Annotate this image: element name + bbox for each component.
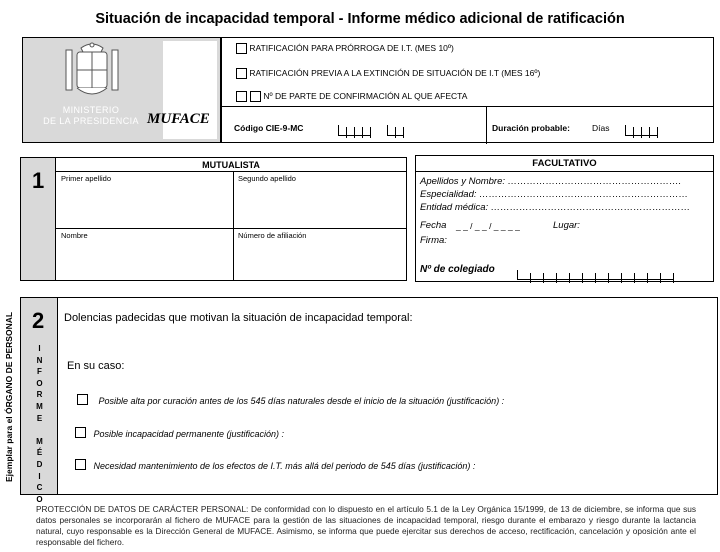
duration-label: Duración probable: xyxy=(492,123,570,133)
logo-panel xyxy=(22,37,221,143)
option-prorroga xyxy=(236,43,454,54)
ministry-name xyxy=(27,105,155,127)
option-mantenimiento-label: Necesidad mantenimiento de los efectos de I.T. más allá del periodo de 545 días (justificación) : xyxy=(93,461,476,471)
days-label: Días xyxy=(592,123,610,133)
option-incapacidad xyxy=(75,424,284,442)
header-options-box xyxy=(221,37,714,143)
side-copy-label: Ejemplar para el ÓRGANO DE PERSONAL xyxy=(4,311,14,482)
days-input[interactable] xyxy=(625,122,658,140)
lugar-field[interactable]: Lugar: xyxy=(553,220,580,231)
ministry-line-2: DE LA PRESIDENCIA xyxy=(43,116,139,126)
prorroga-checkbox[interactable] xyxy=(236,43,247,54)
apellidos-nombre-field[interactable]: Apellidos y Nombre: ………………………………………………. xyxy=(420,176,682,187)
parte-box-1[interactable] xyxy=(236,91,247,102)
fecha-field[interactable]: _ _ / _ _ / _ _ _ _ xyxy=(456,221,520,231)
v-letter: I xyxy=(38,471,41,481)
fecha-label: Fecha xyxy=(420,220,447,231)
colegiado-input[interactable] xyxy=(517,266,674,284)
mutualista-col-divider xyxy=(233,172,234,280)
privacy-notice: PROTECCIÓN DE DATOS DE CARÁCTER PERSONAL: De conformidad con lo dispuesto en el artículo 5.1 de la Ley Orgánica 15/1999, de 13 de diciembre, se informa que sus datos personales se incorporarán al fichero de MUFACE para la gestión de las situaciones de incapacidad temporal, riesgo durante el embarazo y riesgo durante la lactancia natural, cuyo responsable es la Dirección General de MUFACE. Asimismo, se informa que puede ejercitar sus derechos de acceso, rectificación, cancelación y oposición ante el responsable del fichero. xyxy=(36,504,696,547)
coat-of-arms-icon xyxy=(63,42,121,102)
v-letter: R xyxy=(36,390,43,400)
ministry-line-1: MINISTERIO xyxy=(62,105,120,115)
nombre-field[interactable]: Nombre xyxy=(61,231,88,240)
option-extincion xyxy=(236,68,540,79)
mutualista-title: MUTUALISTA xyxy=(56,158,406,172)
option-parte-label: Nº DE PARTE DE CONFIRMACIÓN AL QUE AFECTA xyxy=(263,91,468,101)
option-mantenimiento xyxy=(75,456,475,474)
mutualista-row-divider xyxy=(56,228,406,229)
entidad-medica-field[interactable]: Entidad médica: ……………………………………………………… xyxy=(420,202,691,213)
section-mutualista xyxy=(20,157,407,281)
dolencias-heading: Dolencias padecidas que motivan la situación de incapacidad temporal: xyxy=(64,312,413,324)
option-extincion-label: RATIFICACIÓN PREVIA A LA EXTINCIÓN DE SITUACIÓN DE I.T (MES 16º) xyxy=(249,68,541,78)
section1-number: 1 xyxy=(32,168,45,193)
alta-checkbox[interactable] xyxy=(77,394,88,405)
v-letter: N xyxy=(36,355,43,365)
firma-field[interactable]: Firma: xyxy=(420,235,447,246)
section-facultativo xyxy=(415,155,714,282)
v-letter: C xyxy=(36,483,43,493)
colegiado-label: Nº de colegiado xyxy=(420,264,495,275)
en-su-caso-label: En su caso: xyxy=(67,360,125,372)
option-alta-label: Posible alta por curación antes de los 545 días naturales desde el inicio de la situación (justificación) : xyxy=(98,396,505,406)
v-letter: O xyxy=(36,378,43,388)
mantenimiento-checkbox[interactable] xyxy=(75,459,86,470)
incapacidad-checkbox[interactable] xyxy=(75,427,86,438)
form-title: Situación de incapacidad temporal - Informe médico adicional de ratificación xyxy=(95,11,625,27)
v-letter: F xyxy=(37,367,42,377)
v-letter: I xyxy=(38,344,41,353)
especialidad-field[interactable]: Especialidad: ………………………………………………………… xyxy=(420,189,689,200)
v-letter: M xyxy=(36,401,43,411)
section2-number-col xyxy=(21,298,58,504)
option-incapacidad-label: Posible incapacidad permanente (justificación) : xyxy=(93,429,285,439)
v-letter: O xyxy=(36,494,43,504)
section-informe-medico xyxy=(20,297,718,504)
section2-number: 2 xyxy=(32,308,45,333)
option-parte xyxy=(236,91,467,102)
numero-afiliacion-field[interactable]: Número de afiliación xyxy=(238,231,307,240)
v-letter: E xyxy=(36,413,43,423)
v-letter: M xyxy=(36,436,43,446)
code-label: Código CIE-9-MC xyxy=(234,123,304,133)
extincion-checkbox[interactable] xyxy=(236,68,247,79)
parte-box-2[interactable] xyxy=(250,91,261,102)
muface-logo: MUFACE xyxy=(147,111,210,127)
v-letter: É xyxy=(36,448,43,458)
informe-medico-vertical xyxy=(21,343,58,505)
segundo-apellido-field[interactable]: Segundo apellido xyxy=(238,174,296,183)
header-divider xyxy=(222,106,713,107)
code-input[interactable] xyxy=(338,122,404,140)
v-letter-gap xyxy=(21,424,58,436)
option-prorroga-label: RATIFICACIÓN PARA PRÓRROGA DE I.T. (MES 10º) xyxy=(249,43,454,53)
section1-number-col xyxy=(21,158,56,280)
header-col-divider xyxy=(486,106,487,144)
v-letter: D xyxy=(36,459,43,469)
option-alta xyxy=(77,391,504,409)
primer-apellido-field[interactable]: Primer apellido xyxy=(61,174,112,183)
facultativo-title: FACULTATIVO xyxy=(416,156,713,172)
